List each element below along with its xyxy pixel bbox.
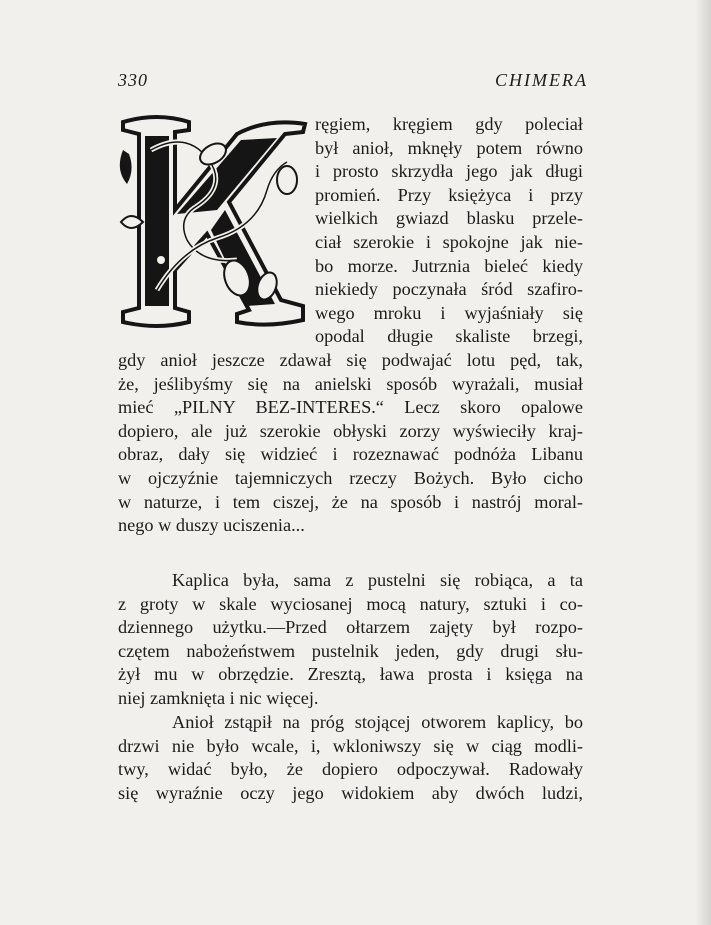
text-line: Kaplica była, sama z pustelni się robiąca, a ta — [172, 570, 583, 590]
text-line: był anioł, mknęły potem równo — [315, 137, 583, 158]
text-line: że, jeślibyśmy się na anielski sposób wyrażali, musiał — [118, 373, 583, 394]
text-line: czętem nabożeństwem pustelnik jeden, gdy drugi słu- — [118, 640, 583, 661]
text-line: obraz, dały się widzieć i rozeznawać podnóża Libanu — [118, 444, 583, 465]
text-line: niekiedy poczynała śród szafiro- — [315, 279, 583, 300]
text-line: z groty w skale wyciosanej mocą natury, sztuki i co- — [118, 593, 583, 614]
text-line: niej zamknięta i nic więcej. — [118, 688, 319, 708]
page-number: 330 — [118, 70, 148, 90]
text-line: dopiero, ale już szerokie obłyski zorzy wyświeciły kraj- — [118, 420, 583, 441]
text-line: dziennego użytku.—Przed ołtarzem zajęty był rozpo- — [118, 617, 583, 638]
text-line: ręgiem, kręgiem gdy poleciał — [315, 114, 583, 134]
running-header — [118, 70, 588, 94]
text-line: żył mu w obrzędzie. Zresztą, ława prosta i księga na — [118, 664, 583, 685]
text-line: mieć „PILNY BEZ-INTERES.“ Lecz skoro opalowe — [118, 397, 583, 418]
page-edge-shadow — [695, 0, 711, 925]
text-line: opodal długie skaliste brzegi, — [315, 326, 583, 347]
text-line: wego mroku i wyjaśniały się — [315, 302, 583, 323]
text-line: bo morze. Jutrznia bieleć kiedy — [315, 255, 583, 276]
text-line: nego w duszy uciszenia... — [118, 515, 305, 536]
ornamental-initial-k-icon — [117, 110, 311, 332]
text-line: w naturze, i tem ciszej, że na sposób i nastrój moral- — [118, 491, 583, 512]
text-line: i prosto skrzydła jego jak długi — [315, 161, 583, 182]
text-line: się wyraźnie oczy jego widokiem aby dwóch ludzi, — [118, 782, 583, 803]
text-line: w ojczyźnie tajemniczych rzeczy Bożych. Było cicho — [118, 468, 583, 488]
text-line: promień. Przy księżyca i przy — [315, 184, 583, 205]
text-line: drzwi nie było wcale, i, wkloniwszy się w ciąg modli- — [118, 735, 583, 756]
text-line: twy, widać było, że dopiero odpoczywał. Radowały — [118, 759, 583, 780]
text-line: wielkich gwiazd blasku przele- — [315, 208, 583, 229]
text-line: ciał szerokie i spokojne jak nie- — [315, 232, 583, 252]
running-title: CHIMERA — [495, 70, 588, 90]
text-line: gdy anioł jeszcze zdawał się podwajać lotu pęd, tak, — [118, 350, 583, 370]
text-line: Anioł zstąpił na próg stojącej otworem kaplicy, bo — [172, 712, 583, 732]
